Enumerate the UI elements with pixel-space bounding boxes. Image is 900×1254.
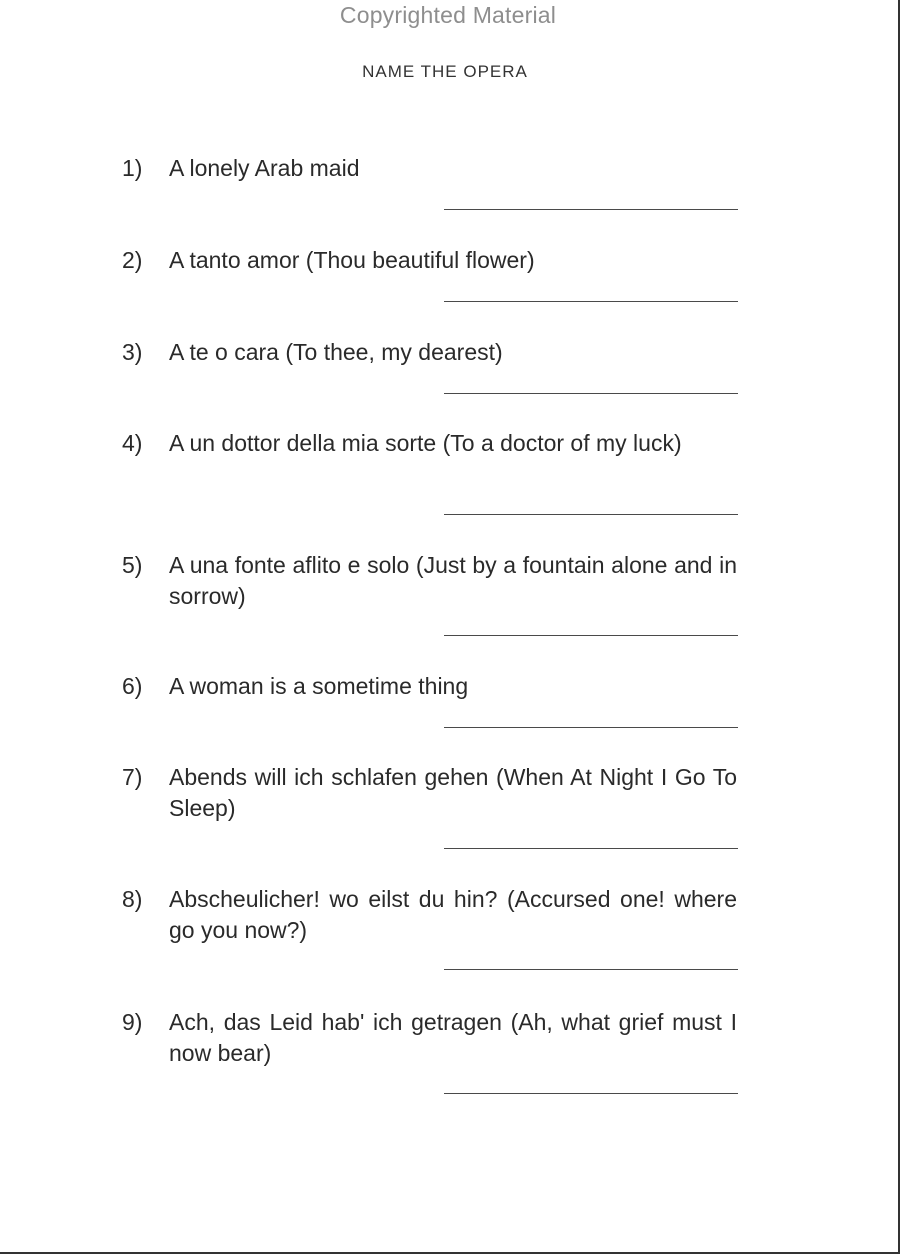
question-number: 9) — [122, 1009, 143, 1035]
question-number: 4) — [122, 430, 143, 456]
question-number: 7) — [122, 764, 143, 790]
answer-line[interactable] — [444, 514, 738, 515]
question-number: 6) — [122, 673, 143, 699]
answer-line[interactable] — [444, 393, 738, 394]
question-number: 8) — [122, 886, 143, 912]
copyright-watermark: Copyrighted Material — [339, 2, 557, 28]
question-text: A te o cara (To thee, my dearest) — [169, 339, 503, 365]
answer-line[interactable] — [444, 1093, 738, 1094]
question-text: Abends will ich schlafen gehen (When At Night I Go To Sleep) — [169, 764, 737, 821]
question-text: A tanto amor (Thou beautiful flower) — [169, 247, 535, 273]
answer-line[interactable] — [444, 969, 738, 970]
answer-line[interactable] — [444, 727, 738, 728]
answer-line[interactable] — [444, 209, 738, 210]
page-title: NAME THE OPERA — [362, 62, 528, 81]
question-number: 3) — [122, 339, 143, 365]
answer-line[interactable] — [444, 635, 738, 636]
question-text: A lonely Arab maid — [169, 155, 360, 181]
answer-line[interactable] — [444, 848, 738, 849]
question-text: A un dottor della mia sorte (To a doctor of my luck) — [169, 430, 682, 456]
question-text: Ach, das Leid hab' ich getragen (Ah, what grief must I now bear) — [169, 1009, 737, 1066]
question-text: Abscheulicher! wo eilst du hin? (Accursed one! where go you now?) — [169, 886, 737, 943]
question-text: A una fonte aflito e solo (Just by a fountain alone and in sorrow) — [169, 552, 737, 609]
question-number: 5) — [122, 552, 143, 578]
question-number: 2) — [122, 247, 143, 273]
answer-line[interactable] — [444, 301, 738, 302]
question-text: A woman is a sometime thing — [169, 673, 469, 699]
question-number: 1) — [122, 155, 143, 181]
